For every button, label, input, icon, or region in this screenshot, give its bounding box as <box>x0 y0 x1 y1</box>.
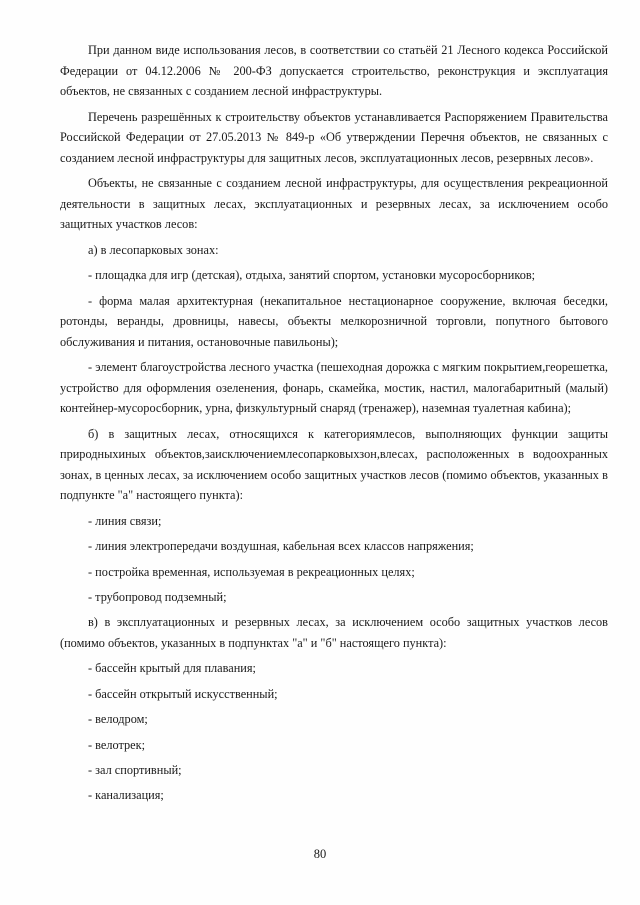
section-a-item: - площадка для игр (детская), отдыха, занятий спортом, установки мусоросборников; <box>88 268 536 283</box>
section-b-item: - линия электропередачи воздушная, кабельная всех классов напряжения; <box>88 539 474 554</box>
section-a-item: - элемент благоустройства лесного участка (пешеходная дорожка с мягким покрытием,георешетка, устройство для оформления озеленения, фонарь, скамейка, мостик, настил, малогабаритный (малый) контейнер-мусоросборник, урна, физкультурный снаряд (тренажер), наземная туалетная кабина); <box>60 360 608 416</box>
section-a-heading: а) в лесопарковых зонах: <box>88 242 219 257</box>
section-b-item: - постройка временная, используемая в рекреационных целях; <box>88 564 415 579</box>
section-c-item: - велодром; <box>88 712 148 727</box>
section-c-item: - велотрек; <box>88 737 146 752</box>
paragraph-recreational-objects: Объекты, не связанные с созданием лесной инфраструктуры, для осуществления рекреационной деятельности в защитных лесах, эксплуатационных и резервных лесах, за исключением особо защитных участков лесов: <box>60 176 608 232</box>
section-a-item: - форма малая архитектурная (некапитальное нестационарное сооружение, включая беседки, ротонды, веранды, дровницы, навесы, объекты мелкорозничной торговли, попутного бытового обслуживания и питания, остановочные павильоны); <box>60 293 608 349</box>
page-number: 80 <box>313 847 327 861</box>
document-body <box>60 40 608 811</box>
section-b-item: - трубопровод подземный; <box>88 590 227 605</box>
section-b-heading: б) в защитных лесах, относящихся к категориямлесов, выполняющих функции защиты природныхиных объектов,заисключениемлесопарковыхзон,влесах, расположенных в водоохранных зонах, в ценных лесах, за исключением особо защитных участков лесов (помимо объектов, указанных в подпункте "а" настоящего пункта): <box>60 426 608 503</box>
section-c-item: - канализация; <box>88 788 164 803</box>
section-b-item: - линия связи; <box>88 513 162 528</box>
section-c-item: - бассейн открытый искусственный; <box>88 686 278 701</box>
paragraph-permitted-objects: Перечень разрешённых к строительству объектов устанавливается Распоряжением Правительства Российской Федерации от 27.05.2013 № 849-р «Об утверждении Перечня объектов, не связанных с созданием лесной инфраструктуры для защитных лесов, эксплуатационных лесов, резервных лесов». <box>60 109 608 165</box>
section-c-item: - зал спортивный; <box>88 762 182 777</box>
section-c-heading: в) в эксплуатационных и резервных лесах, за исключением особо защитных участков лесов (помимо объектов, указанных в подпунктах "а" и "б" настоящего пункта): <box>60 615 608 650</box>
section-c-item: - бассейн крытый для плавания; <box>88 661 256 676</box>
paragraph-forest-code: При данном виде использования лесов, в соответствии со статьёй 21 Лесного кодекса Российской Федерации от 04.12.2006 № 200-ФЗ допускается строительство, реконструкция и эксплуатация объектов, не связанных с созданием лесной инфраструктуры. <box>60 43 608 99</box>
